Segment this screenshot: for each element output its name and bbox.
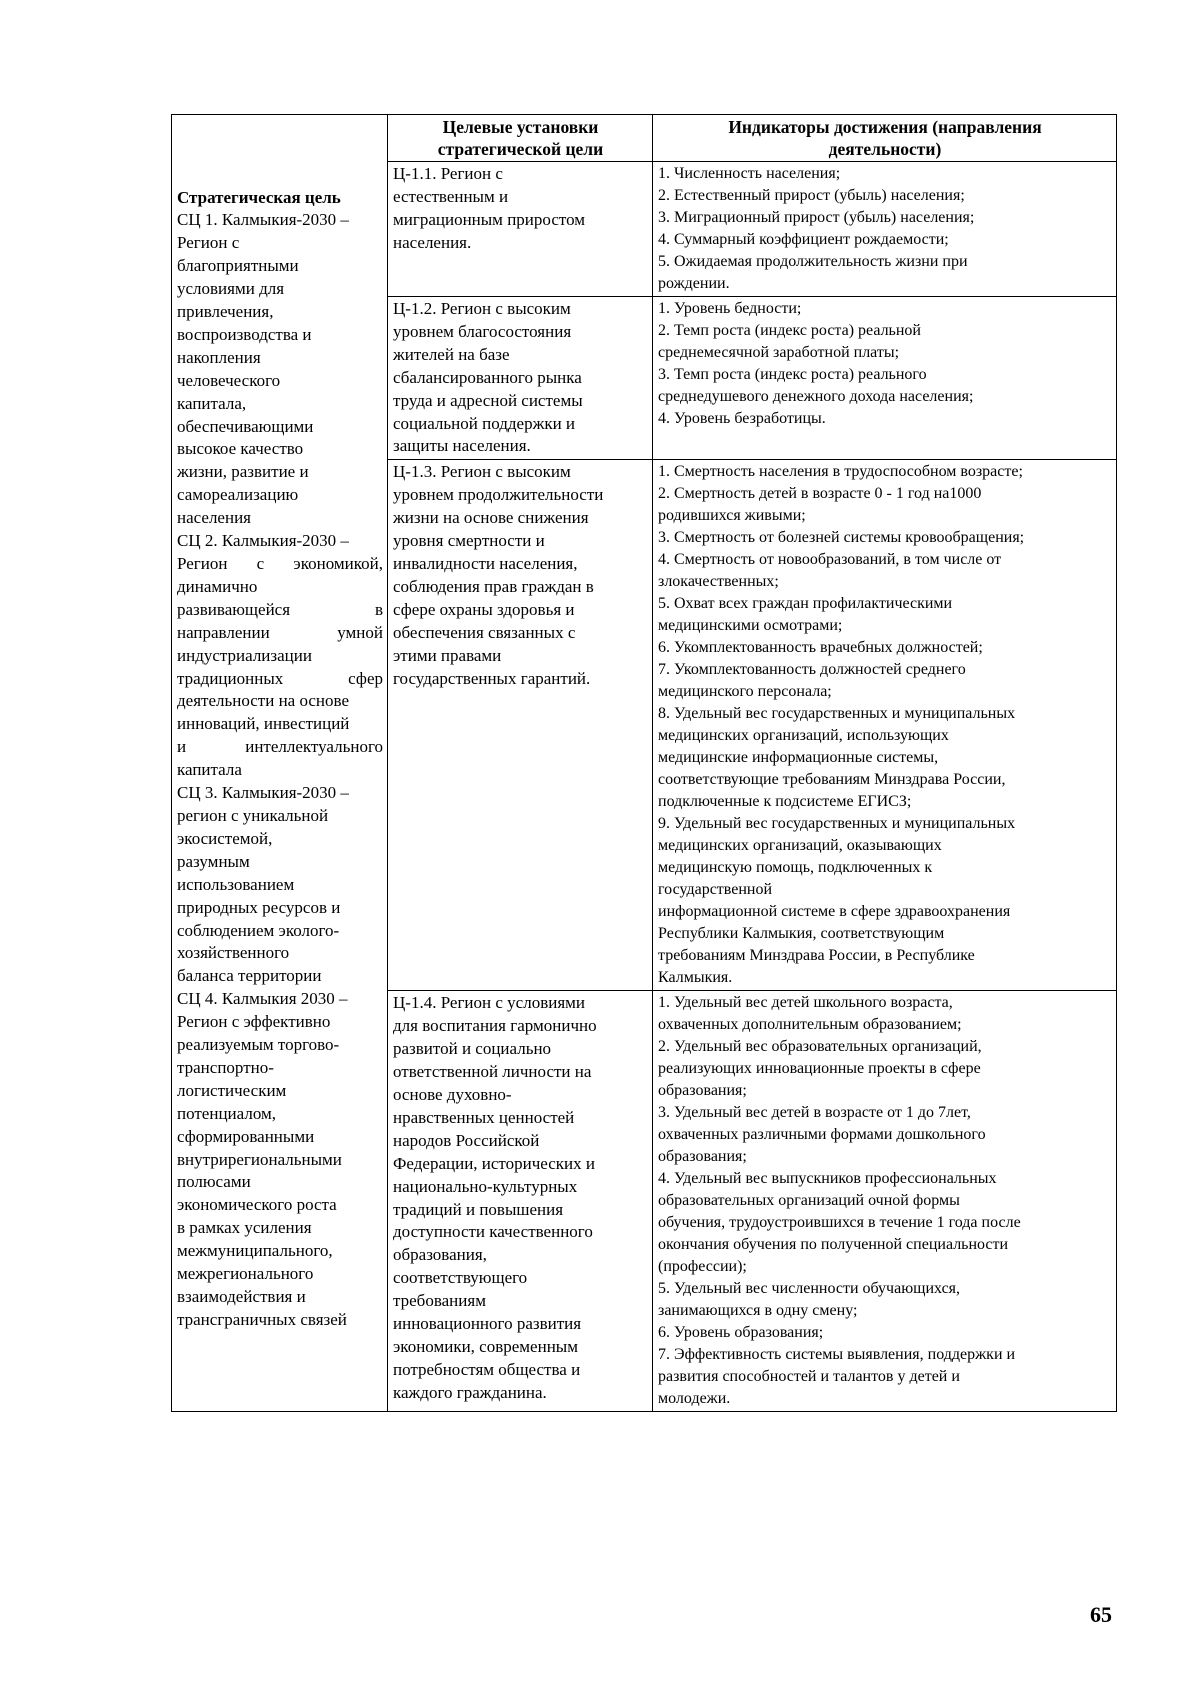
goal-line: традиций и повышения (393, 1199, 564, 1219)
indicator-line: образования; (658, 1082, 747, 1100)
goal-line: инвалидности населения, (393, 553, 578, 573)
indicator-line: 4. Суммарный коэффициент рождаемости; (658, 231, 949, 248)
goal-line: сфере охраны здоровья и (393, 599, 575, 619)
strategy-table (171, 114, 1117, 1412)
indicator-line: рождении. (658, 275, 730, 292)
indicator-line: 8. Удельный вес государственных и муниципальных (658, 705, 1016, 723)
goal-line: потребностям общества и (393, 1359, 581, 1379)
indicators-cell (653, 460, 1117, 991)
indicator-line: реализующих инновационные проекты в сфере (658, 1060, 981, 1078)
goal-line: уровня смертности и (393, 531, 545, 551)
strategic-goal-line: СЦ 3. Калмыкия-2030 – (177, 783, 349, 803)
strategic-goal-line: динамично (177, 576, 258, 596)
goal-line: государственных гарантий. (393, 668, 591, 688)
indicator-line: образования; (658, 1148, 747, 1166)
goal-line: для воспитания гармонично (393, 1016, 597, 1036)
goal-line: обеспечения связанных с (393, 622, 576, 642)
indicator-line: молодежи. (658, 1390, 731, 1408)
indicator-line: 6. Уровень образования; (658, 1324, 824, 1342)
goal-line: этими правами (393, 645, 502, 665)
strategic-goal-line: СЦ 2. Калмыкия-2030 – (177, 531, 349, 551)
strategic-goal-line: высокое качество (177, 439, 304, 459)
header-goals (388, 115, 653, 162)
indicator-line: 4. Уровень безработицы. (658, 410, 826, 427)
strategic-goal-line: инноваций, инвестиций (177, 714, 350, 734)
strategic-goal-line: хозяйственного (177, 943, 290, 963)
goal-line: Федерации, исторических и (393, 1153, 595, 1173)
indicator-line: среднедушевого денежного дохода населения; (658, 388, 974, 405)
indicator-line: 2. Естественный прирост (убыль) населения; (658, 187, 965, 204)
indicator-line: 3. Смертность от болезней системы кровообращения; (658, 529, 1025, 547)
header-goals-line: Целевые установки (442, 117, 599, 137)
indicator-line: 3. Миграционный прирост (убыль) населения; (658, 209, 975, 226)
indicator-line: информационной системе в сфере здравоохранения (658, 903, 1011, 921)
strategic-goal-line: традиционных сфер (177, 668, 383, 688)
strategic-goal-line: накопления (177, 347, 261, 367)
indicator-line: 3. Темп роста (индекс роста) реального (658, 366, 927, 383)
indicator-line: занимающихся в одну смену; (658, 1302, 858, 1320)
indicator-line: обучения, трудоустроившихся в течение 1 года после (658, 1214, 1021, 1232)
indicator-line: медицинского персонала; (658, 683, 832, 701)
indicator-line: 6. Укомплектованность врачебных должностей; (658, 639, 983, 657)
strategic-goal-line: логистическим (177, 1080, 287, 1100)
header-indicators-line: Индикаторы достижения (направления (728, 117, 1042, 137)
strategic-goal-line: развивающейся в (177, 599, 383, 619)
strategic-goal-line: самореализацию (177, 485, 299, 505)
goal-cell (388, 991, 653, 1412)
goal-line: Ц-1.2. Регион с высоким (393, 299, 571, 318)
table-header-row (172, 115, 1117, 162)
goal-line: жителей на базе (393, 344, 510, 364)
indicator-line: охваченных различными формами дошкольного (658, 1126, 986, 1144)
strategic-goal-line: соблюдением эколого- (177, 920, 340, 940)
indicator-line: 1. Уровень бедности; (658, 300, 802, 317)
strategic-goal-line: деятельности на основе (177, 691, 350, 711)
indicator-line: 2. Темп роста (индекс роста) реальной (658, 322, 921, 339)
indicator-line: медицинских организаций, использующих (658, 727, 949, 745)
strategic-goal-line: использованием (177, 874, 295, 894)
indicator-line: требованиям Минздрава России, в Республике (658, 947, 975, 965)
goal-line: основе духовно- (393, 1084, 512, 1104)
goal-line: требованиям (393, 1291, 486, 1311)
strategic-goal-line: СЦ 4. Калмыкия 2030 – (177, 989, 348, 1009)
strategic-goal-line: человеческого (177, 370, 281, 390)
strategic-goal-line: экосистемой, (177, 828, 273, 848)
strategic-goal-line: межрегионального (177, 1264, 314, 1284)
indicator-line: медицинские информационные системы, (658, 749, 939, 767)
goal-line: социальной поддержки и (393, 413, 576, 433)
indicator-line: 7. Укомплектованность должностей среднего (658, 661, 966, 679)
goal-line: доступности качественного (393, 1222, 593, 1242)
strategic-goal-line: индустриализации (177, 645, 312, 665)
strategic-goal-line: трансграничных связей (177, 1309, 347, 1329)
indicator-line: 7. Эффективность системы выявления, поддержки и (658, 1346, 1016, 1364)
indicators-cell (653, 297, 1117, 460)
strategic-goal-line: в рамках усиления (177, 1218, 312, 1238)
indicator-line: 1. Численность населения; (658, 165, 841, 182)
strategic-goal-line: транспортно- (177, 1057, 274, 1077)
strategic-goal-line: обеспечивающими (177, 416, 314, 436)
indicator-line: 4. Смертность от новообразований, в том числе от (658, 551, 1002, 569)
indicator-line: 4. Удельный вес выпускников профессиональных (658, 1170, 997, 1188)
goal-line: сбалансированного рынка (393, 367, 582, 387)
header-blank-cell (172, 115, 388, 162)
strategic-goal-line: Регион с эффективно (177, 1012, 331, 1032)
strategic-goal-line: привлечения, (177, 302, 274, 322)
indicator-line: медицинскую помощь, подключенных к (658, 859, 933, 877)
indicator-line: 2. Смертность детей в возрасте 0 - 1 год на1000 (658, 485, 982, 503)
goal-line: национально-культурных (393, 1176, 578, 1196)
strategic-goal-line: взаимодействия и (177, 1287, 306, 1306)
indicator-line: Республики Калмыкия, соответствующим (658, 925, 945, 943)
goal-line: Ц-1.4. Регион с условиями (393, 993, 586, 1013)
indicator-line: 3. Удельный вес детей в возрасте от 1 до 7лет, (658, 1104, 971, 1122)
strategic-goal-line: СЦ 1. Калмыкия-2030 – (177, 210, 349, 230)
goal-line: уровнем благосостояния (393, 321, 572, 341)
indicator-line: развития способностей и талантов у детей и (658, 1368, 960, 1386)
goal-cell (388, 162, 653, 297)
goal-cell (388, 460, 653, 991)
goal-line: народов Российской (393, 1130, 540, 1150)
strategic-goal-line: природных ресурсов и (177, 897, 341, 917)
goal-line: инновационного развития (393, 1314, 582, 1334)
indicator-line: соответствующие требованиям Минздрава России, (658, 771, 1006, 789)
goal-line: нравственных ценностей (393, 1107, 575, 1127)
indicator-line: 5. Охват всех граждан профилактическими (658, 595, 953, 613)
goal-line: уровнем продолжительности (393, 485, 604, 505)
indicator-line: государственной (658, 881, 773, 899)
indicator-line: родившихся живыми; (658, 507, 806, 525)
strategic-goal-line: условиями для (177, 279, 285, 299)
indicator-line: злокачественных; (658, 573, 779, 591)
strategic-goal-line: населения (177, 508, 251, 528)
strategic-goal-line: Регион с (177, 233, 240, 253)
strategic-goal-line: экономического роста (177, 1195, 337, 1215)
header-indicators (653, 115, 1117, 162)
indicator-line: (профессии); (658, 1258, 747, 1276)
indicator-line: 1. Удельный вес детей школьного возраста, (658, 994, 953, 1012)
goal-line: развитой и социально (393, 1039, 552, 1059)
strategic-goal-line: и интеллектуального (177, 737, 383, 757)
strategic-goal-line: полюсами (177, 1172, 251, 1192)
indicator-line: среднемесячной заработной платы; (658, 344, 900, 361)
indicator-line: подключенные к подсистеме ЕГИСЗ; (658, 793, 912, 811)
strategic-goal-line: благоприятными (177, 256, 299, 276)
indicator-line: образовательных организаций очной формы (658, 1192, 960, 1210)
goal-line: Ц-1.3. Регион с высоким (393, 462, 571, 482)
goal-line: образования, (393, 1245, 487, 1265)
goal-line: ответственной личности на (393, 1062, 592, 1082)
strategic-goal-line: капитала, (177, 393, 247, 413)
strategic-goal-line: жизни, развитие и (177, 462, 309, 482)
header-indicators-line: деятельности) (828, 139, 942, 159)
table-row (172, 162, 1117, 297)
indicator-line: 1. Смертность населения в трудоспособном возрасте; (658, 463, 1023, 481)
indicator-line: медицинскими осмотрами; (658, 617, 843, 635)
strategic-goal-line: реализуемым торгово- (177, 1035, 340, 1055)
strategic-goal-line: воспроизводства и (177, 324, 312, 344)
header-goals-line: стратегической цели (437, 139, 604, 159)
goal-line: каждого гражданина. (393, 1382, 547, 1402)
strategic-goal-line: межмуниципального, (177, 1241, 333, 1261)
strategic-goal-line: баланса территории (177, 966, 322, 986)
indicator-line: 5. Ожидаемая продолжительность жизни при (658, 253, 968, 270)
indicators-cell (653, 162, 1117, 297)
goal-line: соответствующего (393, 1268, 528, 1288)
strategic-goal-line: капитала (177, 760, 242, 780)
goal-line: жизни на основе снижения (393, 508, 589, 528)
indicator-line: окончания обучения по полученной специальности (658, 1236, 1009, 1254)
indicator-line: медицинских организаций, оказывающих (658, 837, 942, 855)
goal-cell (388, 297, 653, 460)
strategic-goals-cell (172, 162, 388, 1412)
goal-line: труда и адресной системы (393, 390, 583, 410)
indicator-line: охваченных дополнительным образованием; (658, 1016, 962, 1034)
strategic-goal-title: Стратегическая цель (177, 187, 341, 207)
goal-line: экономики, современным (393, 1336, 578, 1356)
goal-line: соблюдения прав граждан в (393, 576, 594, 596)
goal-line: Ц-1.1. Регион с (393, 164, 503, 183)
goal-line: естественным и (393, 186, 509, 206)
strategic-goal-line: потенциалом, (177, 1103, 277, 1123)
strategic-goal-line: разумным (177, 851, 250, 871)
page-number: 65 (1090, 1602, 1112, 1627)
indicator-line: 2. Удельный вес образовательных организаций, (658, 1038, 982, 1056)
strategic-goal-line: Регион с экономикой, (177, 554, 383, 573)
goal-line: защиты населения. (393, 436, 531, 456)
indicator-line: 5. Удельный вес численности обучающихся, (658, 1280, 961, 1298)
strategic-goal-line: направлении умной (177, 622, 383, 642)
goal-line: населения. (393, 232, 472, 252)
strategic-goal-line: внутрирегиональными (177, 1149, 342, 1169)
indicators-cell (653, 991, 1117, 1412)
indicator-line: 9. Удельный вес государственных и муниципальных (658, 815, 1016, 833)
indicator-line: Калмыкия. (658, 969, 733, 987)
strategic-goal-line: регион с уникальной (177, 805, 329, 825)
goal-line: миграционным приростом (393, 209, 585, 229)
strategic-goal-line: сформированными (177, 1126, 315, 1146)
